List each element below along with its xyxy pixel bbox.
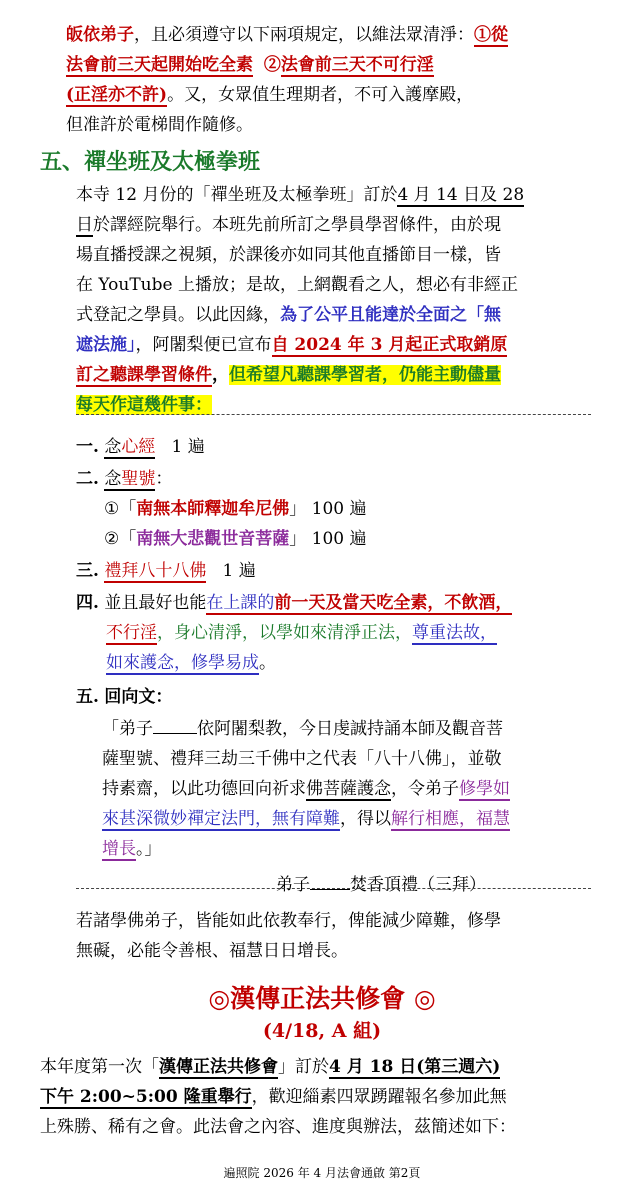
practice-item-2: 二. 念聖號： xyxy=(76,469,173,489)
intro-paragraph xyxy=(66,20,606,140)
practice-item-2-sub-2: ②「南無大悲觀世音菩薩」 100 遍 xyxy=(104,529,367,549)
intro-line-2: 法會前三天起開始吃全素 ②法會前三天不可行淫 xyxy=(66,55,434,75)
han-section-title: ◎漢傳正法共修會 ◎ xyxy=(208,984,436,1013)
intro-line-1: 皈依弟子，且必須遵守以下兩項規定，以維法眾清淨：①從 xyxy=(66,25,508,45)
section-5-title: 五、禪坐班及太極拳班 xyxy=(40,149,261,175)
section-5-body: 本寺 12 月份的「禪坐班及太極拳班」訂於4 月 14 日及 28 日於譯經院舉行。本班先前所訂之學員學習條件，由於現 場直播授課之視頻，於課後亦如同其他直播節目一樣，皆 在 YouTube 上播放；是故，上網觀看之人，想必有非經正 式登記之學員。以此因緣，為了公平且能達於全面之「無 遮法施」，阿闍梨便已宣布自 2024 年 3 月起正式取銷原 訂之聽課學習條件，但希望凡聽課學習者，仍能主動儘量 每天作這幾件事： xyxy=(76,185,525,415)
dedication-verse: 「弟子 依阿闍梨教，今日虔誠持誦本師及觀音菩 薩聖號、禮拜三劫三千佛中之代表「八十八佛」，並敬 持素齋，以此功德回向祈求佛菩薩護念，令弟子修學如 來甚深微妙禪定法門，無有障難，得以解行相應，福慧 增長。」 xyxy=(102,719,510,859)
practice-item-5: 五. 回向文： xyxy=(76,687,173,707)
practice-item-4: 四. 並且最好也能在上課的前一天及當天吃全素，不飲酒， 不行淫，身心清淨，以學如來清淨正法，尊重法故， 如來護念，修學易成。 xyxy=(76,593,513,673)
name-blank xyxy=(153,719,197,734)
divider-top xyxy=(76,414,591,415)
intro-line-4: 但准許於電梯間作隨修。 xyxy=(66,115,253,135)
intro-disciple-text: 皈依弟子 xyxy=(66,25,134,45)
page-footer: 遍照院 2026 年 4 月法會通啟 第2頁 xyxy=(223,1166,421,1180)
han-section-subtitle: (4/18, A 組) xyxy=(262,1020,382,1042)
practice-item-3: 三. 禮拜八十八佛 1 遍 xyxy=(76,561,256,581)
practice-list xyxy=(76,432,606,900)
intro-line-3: (正淫亦不許)。又，女眾值生理期者，不可入護摩殿， xyxy=(66,85,474,105)
signature-line: 弟子 焚香頂禮（三拜） xyxy=(276,875,486,895)
divider-bottom xyxy=(76,888,591,889)
closing-paragraph: 若諸學佛弟子，皆能如此依教奉行，俾能減少障難，修學 無礙，必能令善根、福慧日日增長。 xyxy=(76,911,501,961)
practice-item-1: 一. 念心經 1 遍 xyxy=(76,437,205,457)
han-section-body: 本年度第一次「漢傳正法共修會」訂於4 月 18 日(第三週六) 下午 2:00~5:00 隆重舉行，歡迎緇素四眾踴躍報名參加此無 上殊勝、稀有之會。此法會之內容、進度與辦法，茲簡述如下： xyxy=(40,1057,516,1137)
practice-item-2-sub-1: ①「南無本師釋迦牟尼佛」 100 遍 xyxy=(104,499,367,519)
